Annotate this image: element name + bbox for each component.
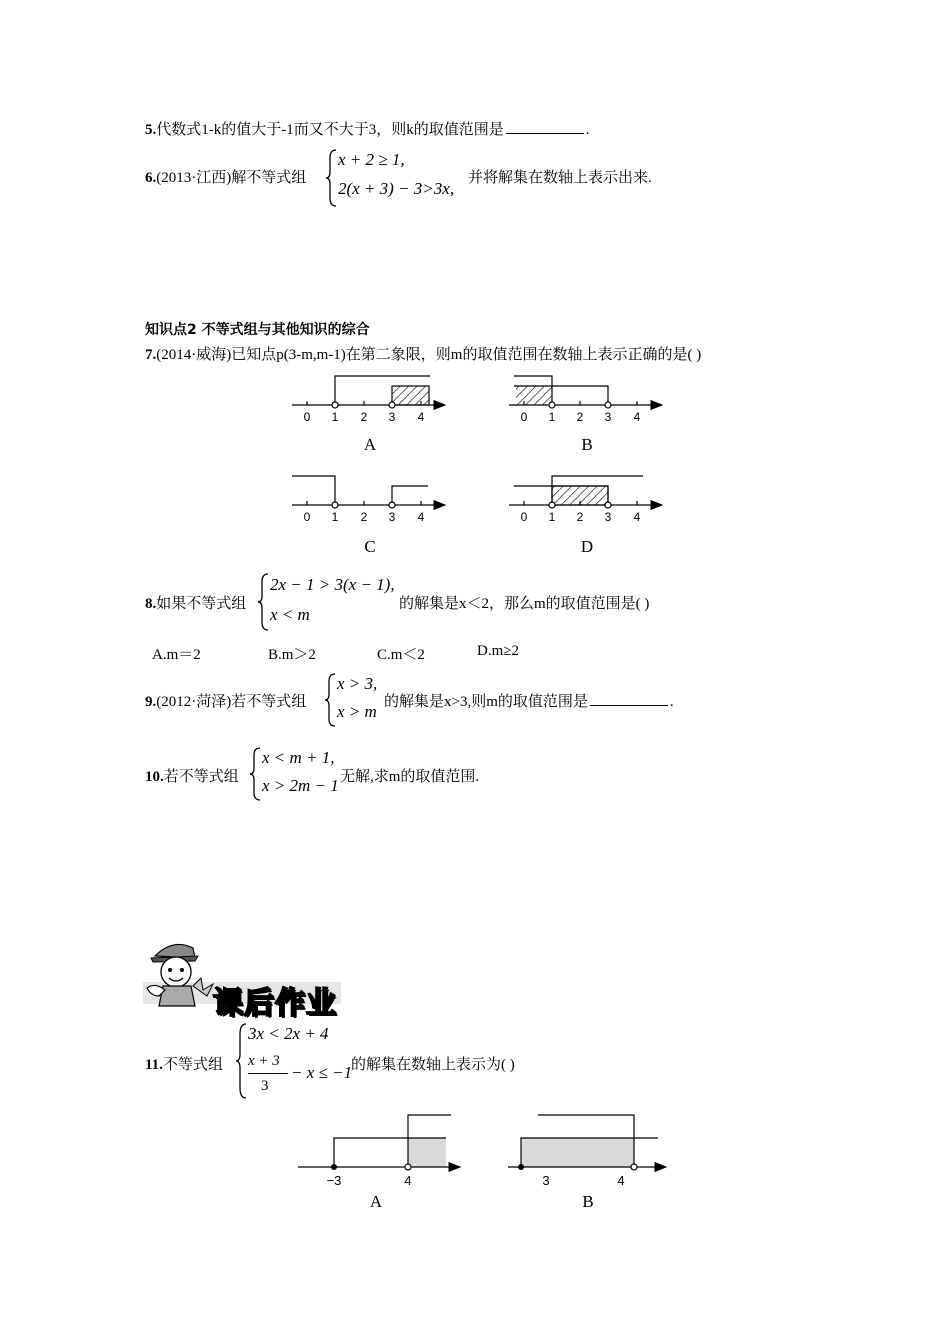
question-6 (145, 166, 306, 187)
tick-label: 2 (360, 410, 368, 424)
fraction-bar (248, 1073, 288, 1074)
question-number: 9. (145, 694, 157, 710)
tick-label: 2 (360, 510, 368, 524)
inequality-system (258, 572, 398, 632)
option-a-number-line[interactable] (292, 376, 445, 454)
question-text: 代数式1-k的值大于-1而又不大于3，则k的取值范围是 (156, 122, 504, 138)
question-number: 7. (145, 347, 157, 363)
inequality-line-1: x < m + 1, (262, 748, 335, 767)
tick-label: 0 (520, 410, 528, 424)
option-label: A (363, 435, 377, 454)
tick-label: 3 (388, 510, 396, 524)
choice-c[interactable]: C.m＜2 (377, 647, 425, 663)
question-text-tail: 的解集是x＜2，那么m的取值范围是( ) (399, 596, 650, 612)
question-8 (145, 592, 246, 613)
tick-label: 3 (388, 410, 396, 424)
option-d-number-line[interactable] (509, 476, 662, 556)
inequality-line-2: x > m (337, 702, 377, 721)
answer-blank[interactable] (506, 132, 584, 134)
left-brace (326, 148, 338, 208)
option-label: A (369, 1192, 383, 1211)
choice-d[interactable]: D.m≥2 (477, 643, 519, 659)
question-text: (2013·江西)解不等式组 (156, 170, 307, 186)
tick-label: 1 (548, 410, 556, 424)
inequality-line-2: 2(x + 3) − 3>3x, (338, 179, 455, 198)
tick-label: 4 (633, 410, 641, 424)
option-b-number-line[interactable] (509, 376, 662, 454)
tick-label: 4 (633, 510, 641, 524)
question-text-tail: 无解,求m的取值范围. (340, 769, 480, 785)
choice-a[interactable]: A.m＝2 (152, 647, 201, 663)
tick-label: 1 (331, 410, 339, 424)
fraction-denominator: 3 (261, 1078, 269, 1094)
question-5: 5.代数式1-k的值大于-1而又不大于3，则k的取值范围是 . (145, 122, 590, 138)
question-11 (145, 1053, 223, 1074)
question-number: 10. (145, 769, 164, 785)
question-number: 8. (145, 596, 157, 612)
question-text: (2012·菏泽)若不等式组 (156, 694, 307, 710)
tick-label: 1 (548, 510, 556, 524)
left-brace (325, 672, 337, 728)
q7-figures (0, 370, 950, 570)
tick-label: 3 (542, 1173, 550, 1188)
tick-label: 4 (404, 1173, 412, 1188)
option-label: C (364, 537, 376, 556)
question-text-tail: 并将解集在数轴上表示出来. (468, 170, 652, 186)
tick-label: 4 (417, 510, 425, 524)
tick-label: 3 (604, 510, 612, 524)
question-number: 11. (145, 1057, 163, 1073)
option-label: B (581, 435, 593, 454)
question-10 (145, 765, 239, 786)
inequality-system (325, 672, 385, 728)
left-brace (250, 746, 262, 802)
tick-label: −3 (326, 1173, 342, 1188)
question-text: 如果不等式组 (156, 596, 247, 612)
question-text: 若不等式组 (163, 769, 239, 785)
tick-label: 0 (303, 510, 311, 524)
tick-label: 2 (576, 510, 584, 524)
option-label: D (580, 537, 594, 556)
q11-option-a-number-line[interactable] (298, 1115, 460, 1211)
inequality-line-2: x > 2m − 1 (262, 776, 339, 795)
q11-figures (0, 1105, 950, 1215)
question-text: (2014·威海)已知点p(3-m,m-1)在第二象限，则m的取值范围在数轴上表示正确的是( ) (156, 347, 702, 363)
q11-option-b-number-line[interactable] (508, 1115, 666, 1211)
inequality-line-1: x + 2 ≥ 1, (338, 150, 405, 169)
option-label: B (582, 1192, 594, 1211)
question-text: 不等式组 (162, 1057, 223, 1073)
section-heading: 知识点2 不等式组与其他知识的综合 (145, 322, 370, 338)
question-number: 5. (145, 122, 157, 138)
option-c-number-line[interactable] (292, 476, 445, 556)
tick-label: 4 (617, 1173, 625, 1188)
inequality-system (326, 148, 466, 208)
tick-label: 0 (303, 410, 311, 424)
inequality-line-1: 3x < 2x + 4 (248, 1024, 329, 1043)
banner-title: 课后作业 (213, 986, 337, 1021)
inequality-system (250, 746, 350, 802)
left-brace (258, 572, 270, 632)
choice-b[interactable]: B.m＞2 (268, 647, 316, 663)
homework-banner (143, 938, 343, 1021)
fraction-numerator: x + 3 (248, 1053, 280, 1069)
question-9 (145, 690, 306, 711)
inequality-line-1: x > 3, (337, 674, 378, 693)
inequality-line-2-rest: − x ≤ −1 (291, 1063, 353, 1082)
tick-label: 4 (417, 410, 425, 424)
question-7 (145, 343, 701, 364)
question-text-tail: 的解集在数轴上表示为( ) (351, 1057, 515, 1073)
inequality-system (236, 1022, 351, 1102)
inequality-line-2: x < m (270, 605, 310, 624)
tick-label: 0 (520, 510, 528, 524)
left-brace (236, 1022, 248, 1100)
inequality-line-1: 2x − 1 > 3(x − 1), (270, 575, 395, 594)
question-number: 6. (145, 170, 157, 186)
tick-label: 2 (576, 410, 584, 424)
tick-label: 1 (331, 510, 339, 524)
answer-blank[interactable] (590, 704, 668, 706)
question-text-tail: 的解集是x>3,则m的取值范围是 . (384, 694, 674, 710)
tick-label: 3 (604, 410, 612, 424)
